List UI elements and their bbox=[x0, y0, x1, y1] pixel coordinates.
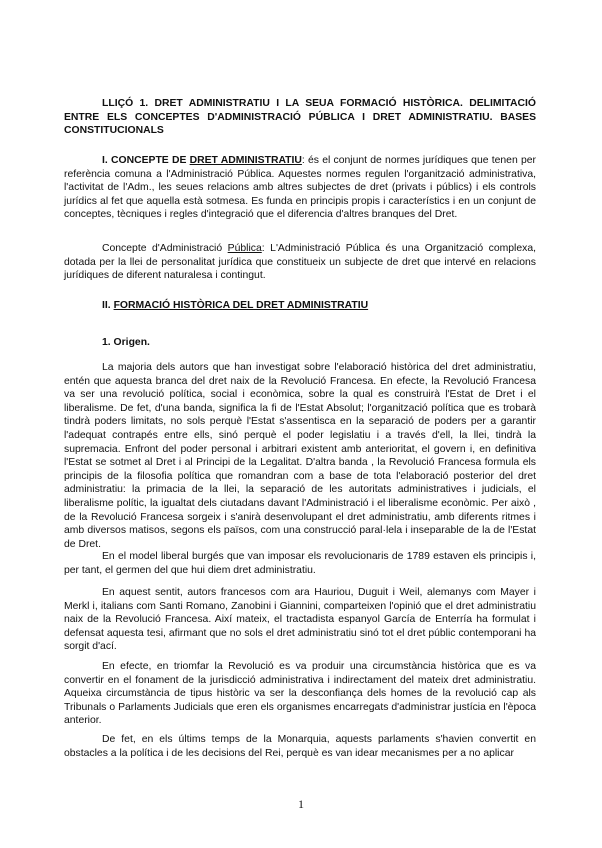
section-1-paragraph bbox=[64, 154, 536, 222]
paragraph-text: En aquest sentit, autors francesos com ara Hauriou, Duguit i Weil, alemanys com Mayer i Merkl i, italians com Santi Romano, Zanobini i Giannini, comparteixen l'opinió que el dret administratiu naix de la Revolució Francesa. Així mateix, el tractadista espanyol García de Enterría ha formulat i defensat aquesta tesi, afirmant que no sols el dret administratiu sinó tot el dret públic contemporani ha sorgit d'ací. bbox=[64, 587, 536, 653]
paragraph-text: En efecte, en triomfar la Revolució es va produir una circumstància històrica que es va convertir en el fonament de la jurisdicció administrativa i indirectament del mateix dret administratiu. Aqueixa circumstància de tipus històric va ser la desconfiança dels homes de la revolució cap als Tribunals o Parlaments Judicials que eren els organismes encarregats d'administrar justícia en l'època anterior. bbox=[64, 661, 536, 727]
pa-term: Pública bbox=[227, 243, 262, 254]
paragraph-triumph bbox=[64, 660, 536, 728]
section-1-heading-term: DRET ADMINISTRATIU bbox=[189, 155, 302, 166]
pa-lead: Concepte d'Administració bbox=[102, 243, 228, 254]
paragraph-text: De fet, en els últims temps de la Monarquia, aquests parlaments s'havien convertit en obstacles a la política i de les decisions del Rei, perquè es van idear mecanismes per a no aplicar bbox=[64, 734, 536, 759]
subsection-origin-heading bbox=[64, 336, 536, 350]
pa-body: : L'Administració Pública és una Organització complexa, dotada per la llei de personalitat jurídica que constitueix un subjecte de dret que intervé en relacions jurídiques de diferent naturalesa i contingut. bbox=[64, 243, 536, 282]
paragraph-authors bbox=[64, 586, 536, 654]
section-2-number: II. bbox=[102, 300, 114, 311]
section-1-heading-prefix: I. CONCEPTE DE bbox=[102, 155, 190, 166]
title-text: LLIÇÓ 1. DRET ADMINISTRATIU I LA SEUA FORMACIÓ HISTÒRICA. DELIMITACIÓ ENTRE ELS CONCEPTES D'ADMINISTRACIÓ PÚBLICA I DRET ADMINISTRATIU. BASES CONSTITUCIONALS bbox=[64, 98, 536, 137]
origin-heading-text: 1. Origen. bbox=[102, 337, 150, 348]
page-number: 1 bbox=[298, 797, 304, 811]
paragraph-liberal-model bbox=[64, 550, 536, 577]
public-administration-paragraph bbox=[64, 242, 536, 283]
document-title bbox=[64, 97, 536, 138]
section-1-body: : és el conjunt de normes jurídiques que tenen per referència comuna a l'Administració Pública. Aquestes normes regulen l'organització administrativa, l'activitat de l'Adm., les seues relacions amb altres subjectes de dret (privats i públics) i els controls jurídics al fet que aquella està sotmesa. Es funda en principis propis i característics i en un conjunt de conceptes, tècniques i regles d'integració que el diferencia d'altres branques del Dret. bbox=[64, 155, 536, 221]
paragraph-monarchy bbox=[64, 733, 536, 760]
paragraph-text: La majoria dels autors que han investigat sobre l'elaboració històrica del dret administratiu, entén que aquesta branca del dret naix de la Revolució Francesa. En efecte, la Revolució Francesa va ser una revolució política, social i econòmica, sobre la qual es construirà l'Estat de Dret i el liberalisme. De fet, d'una banda, significa la fi de l'Estat Absolut; l'organització política que es trobarà tindrà poders limitats, no sols perquè l'Estat s'assentisca en la separació de poders per a garantir l'adequat contrapés entre ells, sinó perquè el poder legislatiu i a través d'ell, la llei, tindrà la supremacia. Enfront del poder personal i arbitrari existent amb anterioritat, el govern i, en definitiva l'Estat se sotmet al Dret i al Principi de la Legalitat. D'altra banda , la Revolució Francesa formula els principis de la filosofia política que romandran com a base de tota l'elaboració posterior del dret administratiu: la primacia de la llei, la separació de les autoritats administratives i judicials, el liberalisme polític, la igualtat dels ciutadans davant l'Administració i el liberalisme econòmic. Per això , de la Revolució Francesa sorgeix i s'anirà desenvolupant el dret administratiu, amb diferents ritmes i amb diversos matisos, segons els països, com una construcció paral·lela i inseparable de la de l'Estat de Dret. bbox=[64, 362, 536, 550]
paragraph-text: En el model liberal burgés que van imposar els revolucionaris de 1789 estaven els principis i, per tant, el germen del que hui diem dret administratiu. bbox=[64, 551, 536, 576]
paragraph-majority bbox=[64, 361, 536, 551]
section-2-heading bbox=[64, 299, 536, 313]
section-2-title: FORMACIÓ HISTÒRICA DEL DRET ADMINISTRATIU bbox=[113, 300, 369, 311]
